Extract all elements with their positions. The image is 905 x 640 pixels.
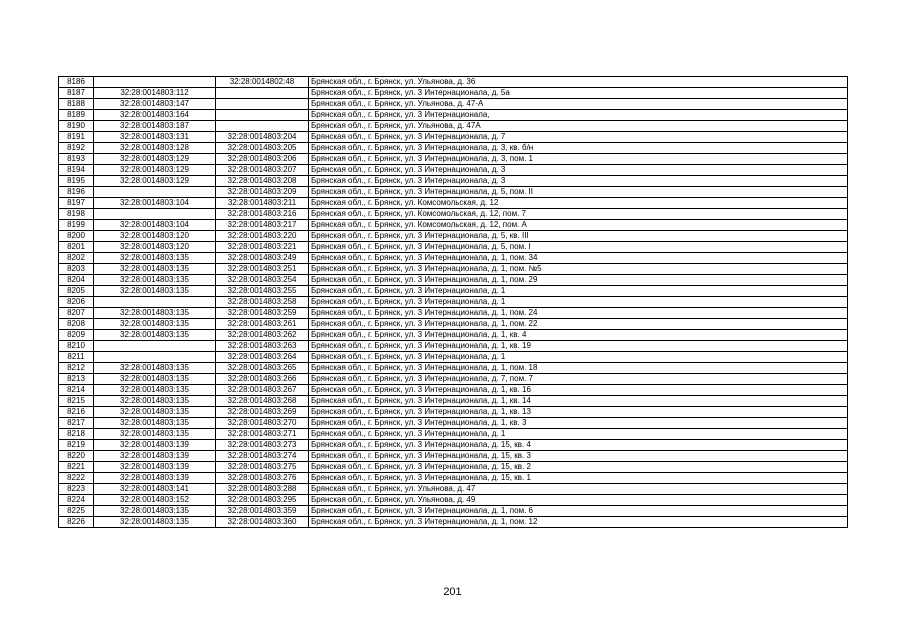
table-row <box>59 99 848 110</box>
object-cadastral-number-cell: 32:28:0014803:267 <box>216 385 309 396</box>
table-row <box>59 440 848 451</box>
row-number-cell: 8207 <box>59 308 94 319</box>
object-cadastral-number-cell: 32:28:0014803:275 <box>216 462 309 473</box>
object-cadastral-number-cell: 32:28:0014803:271 <box>216 429 309 440</box>
address-cell: Брянская обл., г. Брянск, ул. 3 Интернационала, д. 1, кв. 13 <box>309 407 848 418</box>
row-number-cell: 8187 <box>59 88 94 99</box>
object-cadastral-number-cell: 32:28:0014803:254 <box>216 275 309 286</box>
block-cadastral-number-cell: 32:28:0014803:135 <box>94 429 216 440</box>
table-row <box>59 165 848 176</box>
address-cell: Брянская обл., г. Брянск, ул. Ульянова, д. 47-А <box>309 99 848 110</box>
object-cadastral-number-cell: 32:28:0014802:48 <box>216 77 309 88</box>
block-cadastral-number-cell <box>94 297 216 308</box>
row-number-cell: 8193 <box>59 154 94 165</box>
block-cadastral-number-cell: 32:28:0014803:152 <box>94 495 216 506</box>
row-number-cell: 8189 <box>59 110 94 121</box>
address-cell: Брянская обл., г. Брянск, ул. 3 Интернационала, д. 15, кв. 1 <box>309 473 848 484</box>
address-cell: Брянская обл., г. Брянск, ул. 3 Интернационала, д. 7, пом. 7 <box>309 374 848 385</box>
block-cadastral-number-cell: 32:28:0014803:141 <box>94 484 216 495</box>
page-number: 201 <box>443 586 462 598</box>
object-cadastral-number-cell: 32:28:0014803:221 <box>216 242 309 253</box>
object-cadastral-number-cell: 32:28:0014803:208 <box>216 176 309 187</box>
address-cell: Брянская обл., г. Брянск, ул. Ульянова, д. 47 <box>309 484 848 495</box>
address-cell: Брянская обл., г. Брянск, ул. 3 Интернационала, д. 1, пом. 34 <box>309 253 848 264</box>
block-cadastral-number-cell: 32:28:0014803:139 <box>94 451 216 462</box>
object-cadastral-number-cell: 32:28:0014803:360 <box>216 517 309 528</box>
block-cadastral-number-cell: 32:28:0014803:135 <box>94 319 216 330</box>
block-cadastral-number-cell: 32:28:0014803:164 <box>94 110 216 121</box>
row-number-cell: 8220 <box>59 451 94 462</box>
address-cell: Брянская обл., г. Брянск, ул. 3 Интернационала, д. 1, пом. 29 <box>309 275 848 286</box>
table-row <box>59 88 848 99</box>
address-cell: Брянская обл., г. Брянск, ул. 3 Интернационала, д. 3 <box>309 165 848 176</box>
object-cadastral-number-cell: 32:28:0014803:270 <box>216 418 309 429</box>
row-number-cell: 8190 <box>59 121 94 132</box>
address-cell: Брянская обл., г. Брянск, ул. 3 Интернационала, д. 3, кв. б/н <box>309 143 848 154</box>
table-row <box>59 418 848 429</box>
object-cadastral-number-cell: 32:28:0014803:268 <box>216 396 309 407</box>
address-cell: Брянская обл., г. Брянск, ул. 3 Интернационала, д. 3, пом. 1 <box>309 154 848 165</box>
row-number-cell: 8209 <box>59 330 94 341</box>
table-row <box>59 363 848 374</box>
address-cell: Брянская обл., г. Брянск, ул. 3 Интернационала, <box>309 110 848 121</box>
table-row <box>59 506 848 517</box>
row-number-cell: 8217 <box>59 418 94 429</box>
block-cadastral-number-cell: 32:28:0014803:139 <box>94 440 216 451</box>
block-cadastral-number-cell: 32:28:0014803:139 <box>94 462 216 473</box>
row-number-cell: 8221 <box>59 462 94 473</box>
address-cell: Брянская обл., г. Брянск, ул. 3 Интернационала, д. 1, кв. 3 <box>309 418 848 429</box>
address-cell: Брянская обл., г. Брянск, ул. 3 Интернационала, д. 15, кв. 3 <box>309 451 848 462</box>
row-number-cell: 8201 <box>59 242 94 253</box>
address-cell: Брянская обл., г. Брянск, ул. Ульянова, д. 49 <box>309 495 848 506</box>
table-row <box>59 495 848 506</box>
table-row <box>59 473 848 484</box>
block-cadastral-number-cell: 32:28:0014803:128 <box>94 143 216 154</box>
object-cadastral-number-cell: 32:28:0014803:295 <box>216 495 309 506</box>
registry-table <box>58 76 848 528</box>
table-row <box>59 330 848 341</box>
block-cadastral-number-cell <box>94 352 216 363</box>
table-row <box>59 374 848 385</box>
block-cadastral-number-cell: 32:28:0014803:120 <box>94 231 216 242</box>
block-cadastral-number-cell: 32:28:0014803:112 <box>94 88 216 99</box>
object-cadastral-number-cell <box>216 110 309 121</box>
object-cadastral-number-cell: 32:28:0014803:217 <box>216 220 309 231</box>
block-cadastral-number-cell: 32:28:0014803:135 <box>94 330 216 341</box>
object-cadastral-number-cell: 32:28:0014803:205 <box>216 143 309 154</box>
object-cadastral-number-cell: 32:28:0014803:261 <box>216 319 309 330</box>
address-cell: Брянская обл., г. Брянск, ул. Комсомольская, д. 12 <box>309 198 848 209</box>
table-row <box>59 341 848 352</box>
row-number-cell: 8208 <box>59 319 94 330</box>
row-number-cell: 8216 <box>59 407 94 418</box>
object-cadastral-number-cell: 32:28:0014803:255 <box>216 286 309 297</box>
block-cadastral-number-cell: 32:28:0014803:147 <box>94 99 216 110</box>
address-cell: Брянская обл., г. Брянск, ул. 3 Интернационала, д. 1, пом. 22 <box>309 319 848 330</box>
row-number-cell: 8214 <box>59 385 94 396</box>
address-cell: Брянская обл., г. Брянск, ул. 3 Интернационала, д. 1, пом. №5 <box>309 264 848 275</box>
address-cell: Брянская обл., г. Брянск, ул. Ульянова, д. 36 <box>309 77 848 88</box>
block-cadastral-number-cell: 32:28:0014803:131 <box>94 132 216 143</box>
block-cadastral-number-cell: 32:28:0014803:187 <box>94 121 216 132</box>
block-cadastral-number-cell: 32:28:0014803:135 <box>94 253 216 264</box>
object-cadastral-number-cell: 32:28:0014803:258 <box>216 297 309 308</box>
row-number-cell: 8225 <box>59 506 94 517</box>
object-cadastral-number-cell: 32:28:0014803:262 <box>216 330 309 341</box>
table-row <box>59 352 848 363</box>
table-row <box>59 110 848 121</box>
address-cell: Брянская обл., г. Брянск, ул. 3 Интернационала, д. 5а <box>309 88 848 99</box>
row-number-cell: 8223 <box>59 484 94 495</box>
row-number-cell: 8198 <box>59 209 94 220</box>
row-number-cell: 8186 <box>59 77 94 88</box>
table-row <box>59 297 848 308</box>
block-cadastral-number-cell: 32:28:0014803:129 <box>94 165 216 176</box>
table-row <box>59 429 848 440</box>
row-number-cell: 8192 <box>59 143 94 154</box>
row-number-cell: 8188 <box>59 99 94 110</box>
row-number-cell: 8212 <box>59 363 94 374</box>
object-cadastral-number-cell: 32:28:0014803:273 <box>216 440 309 451</box>
row-number-cell: 8211 <box>59 352 94 363</box>
address-cell: Брянская обл., г. Брянск, ул. 3 Интернационала, д. 1, пом. 18 <box>309 363 848 374</box>
row-number-cell: 8210 <box>59 341 94 352</box>
table-row <box>59 132 848 143</box>
object-cadastral-number-cell: 32:28:0014803:251 <box>216 264 309 275</box>
address-cell: Брянская обл., г. Брянск, ул. 3 Интернационала, д. 1, пом. 12 <box>309 517 848 528</box>
object-cadastral-number-cell: 32:28:0014803:207 <box>216 165 309 176</box>
block-cadastral-number-cell: 32:28:0014803:135 <box>94 308 216 319</box>
table-row <box>59 407 848 418</box>
row-number-cell: 8224 <box>59 495 94 506</box>
table-row <box>59 231 848 242</box>
block-cadastral-number-cell <box>94 77 216 88</box>
block-cadastral-number-cell: 32:28:0014803:120 <box>94 242 216 253</box>
row-number-cell: 8206 <box>59 297 94 308</box>
address-cell: Брянская обл., г. Брянск, ул. 3 Интернационала, д. 1 <box>309 352 848 363</box>
address-cell: Брянская обл., г. Брянск, ул. 3 Интернационала, д. 1, кв. 16 <box>309 385 848 396</box>
row-number-cell: 8199 <box>59 220 94 231</box>
object-cadastral-number-cell <box>216 99 309 110</box>
block-cadastral-number-cell: 32:28:0014803:135 <box>94 506 216 517</box>
object-cadastral-number-cell: 32:28:0014803:266 <box>216 374 309 385</box>
row-number-cell: 8218 <box>59 429 94 440</box>
object-cadastral-number-cell: 32:28:0014803:288 <box>216 484 309 495</box>
table-row <box>59 154 848 165</box>
table-row <box>59 77 848 88</box>
block-cadastral-number-cell: 32:28:0014803:135 <box>94 363 216 374</box>
block-cadastral-number-cell: 32:28:0014803:135 <box>94 396 216 407</box>
block-cadastral-number-cell: 32:28:0014803:129 <box>94 154 216 165</box>
table-row <box>59 451 848 462</box>
block-cadastral-number-cell: 32:28:0014803:139 <box>94 473 216 484</box>
table-row <box>59 220 848 231</box>
object-cadastral-number-cell: 32:28:0014803:220 <box>216 231 309 242</box>
table-row <box>59 187 848 198</box>
block-cadastral-number-cell: 32:28:0014803:135 <box>94 275 216 286</box>
object-cadastral-number-cell: 32:28:0014803:206 <box>216 154 309 165</box>
table-row <box>59 484 848 495</box>
table-row <box>59 143 848 154</box>
address-cell: Брянская обл., г. Брянск, ул. 3 Интернационала, д. 1, кв. 4 <box>309 330 848 341</box>
object-cadastral-number-cell: 32:28:0014803:359 <box>216 506 309 517</box>
row-number-cell: 8200 <box>59 231 94 242</box>
address-cell: Брянская обл., г. Брянск, ул. 3 Интернационала, д. 1, пом. 24 <box>309 308 848 319</box>
address-cell: Брянская обл., г. Брянск, ул. 3 Интернационала, д. 1, кв. 14 <box>309 396 848 407</box>
table-row <box>59 121 848 132</box>
row-number-cell: 8191 <box>59 132 94 143</box>
object-cadastral-number-cell: 32:28:0014803:274 <box>216 451 309 462</box>
table-row <box>59 264 848 275</box>
object-cadastral-number-cell: 32:28:0014803:269 <box>216 407 309 418</box>
address-cell: Брянская обл., г. Брянск, ул. 3 Интернационала, д. 15, кв. 4 <box>309 440 848 451</box>
row-number-cell: 8213 <box>59 374 94 385</box>
table-row <box>59 176 848 187</box>
block-cadastral-number-cell: 32:28:0014803:135 <box>94 264 216 275</box>
object-cadastral-number-cell <box>216 121 309 132</box>
block-cadastral-number-cell: 32:28:0014803:129 <box>94 176 216 187</box>
table-row <box>59 198 848 209</box>
row-number-cell: 8197 <box>59 198 94 209</box>
block-cadastral-number-cell: 32:28:0014803:135 <box>94 418 216 429</box>
block-cadastral-number-cell: 32:28:0014803:135 <box>94 385 216 396</box>
address-cell: Брянская обл., г. Брянск, ул. 3 Интернационала, д. 1 <box>309 429 848 440</box>
address-cell: Брянская обл., г. Брянск, ул. Комсомольская, д. 12, пом. А <box>309 220 848 231</box>
row-number-cell: 8205 <box>59 286 94 297</box>
object-cadastral-number-cell: 32:28:0014803:264 <box>216 352 309 363</box>
table-row <box>59 242 848 253</box>
table-row <box>59 253 848 264</box>
block-cadastral-number-cell: 32:28:0014803:104 <box>94 198 216 209</box>
address-cell: Брянская обл., г. Брянск, ул. 3 Интернационала, д. 5, пом. I <box>309 242 848 253</box>
table-row <box>59 308 848 319</box>
address-cell: Брянская обл., г. Брянск, ул. 3 Интернационала, д. 15, кв. 2 <box>309 462 848 473</box>
registry-table-body <box>59 77 848 528</box>
table-row <box>59 462 848 473</box>
object-cadastral-number-cell: 32:28:0014803:211 <box>216 198 309 209</box>
address-cell: Брянская обл., г. Брянск, ул. 3 Интернационала, д. 5, кв. III <box>309 231 848 242</box>
address-cell: Брянская обл., г. Брянск, ул. 3 Интернационала, д. 3 <box>309 176 848 187</box>
object-cadastral-number-cell: 32:28:0014803:265 <box>216 363 309 374</box>
block-cadastral-number-cell: 32:28:0014803:135 <box>94 286 216 297</box>
row-number-cell: 8194 <box>59 165 94 176</box>
table-row <box>59 385 848 396</box>
table-row <box>59 209 848 220</box>
object-cadastral-number-cell: 32:28:0014803:249 <box>216 253 309 264</box>
object-cadastral-number-cell: 32:28:0014803:276 <box>216 473 309 484</box>
address-cell: Брянская обл., г. Брянск, ул. 3 Интернационала, д. 1, кв. 19 <box>309 341 848 352</box>
table-row <box>59 286 848 297</box>
row-number-cell: 8222 <box>59 473 94 484</box>
block-cadastral-number-cell <box>94 341 216 352</box>
address-cell: Брянская обл., г. Брянск, ул. 3 Интернационала, д. 1 <box>309 286 848 297</box>
row-number-cell: 8204 <box>59 275 94 286</box>
object-cadastral-number-cell: 32:28:0014803:263 <box>216 341 309 352</box>
object-cadastral-number-cell: 32:28:0014803:209 <box>216 187 309 198</box>
object-cadastral-number-cell: 32:28:0014803:216 <box>216 209 309 220</box>
block-cadastral-number-cell: 32:28:0014803:104 <box>94 220 216 231</box>
table-row <box>59 517 848 528</box>
block-cadastral-number-cell <box>94 209 216 220</box>
object-cadastral-number-cell: 32:28:0014803:259 <box>216 308 309 319</box>
address-cell: Брянская обл., г. Брянск, ул. 3 Интернационала, д. 7 <box>309 132 848 143</box>
address-cell: Брянская обл., г. Брянск, ул. Комсомольская, д. 12, пом. 7 <box>309 209 848 220</box>
row-number-cell: 8219 <box>59 440 94 451</box>
table-row <box>59 275 848 286</box>
address-cell: Брянская обл., г. Брянск, ул. Ульянова, д. 47А <box>309 121 848 132</box>
object-cadastral-number-cell <box>216 88 309 99</box>
address-cell: Брянская обл., г. Брянск, ул. 3 Интернационала, д. 5, пом. II <box>309 187 848 198</box>
table-row <box>59 319 848 330</box>
table-row <box>59 396 848 407</box>
row-number-cell: 8203 <box>59 264 94 275</box>
block-cadastral-number-cell: 32:28:0014803:135 <box>94 374 216 385</box>
row-number-cell: 8226 <box>59 517 94 528</box>
object-cadastral-number-cell: 32:28:0014803:204 <box>216 132 309 143</box>
address-cell: Брянская обл., г. Брянск, ул. 3 Интернационала, д. 1 <box>309 297 848 308</box>
address-cell: Брянская обл., г. Брянск, ул. 3 Интернационала, д. 1, пом. 6 <box>309 506 848 517</box>
row-number-cell: 8202 <box>59 253 94 264</box>
row-number-cell: 8196 <box>59 187 94 198</box>
block-cadastral-number-cell: 32:28:0014803:135 <box>94 517 216 528</box>
row-number-cell: 8215 <box>59 396 94 407</box>
block-cadastral-number-cell <box>94 187 216 198</box>
block-cadastral-number-cell: 32:28:0014803:135 <box>94 407 216 418</box>
row-number-cell: 8195 <box>59 176 94 187</box>
